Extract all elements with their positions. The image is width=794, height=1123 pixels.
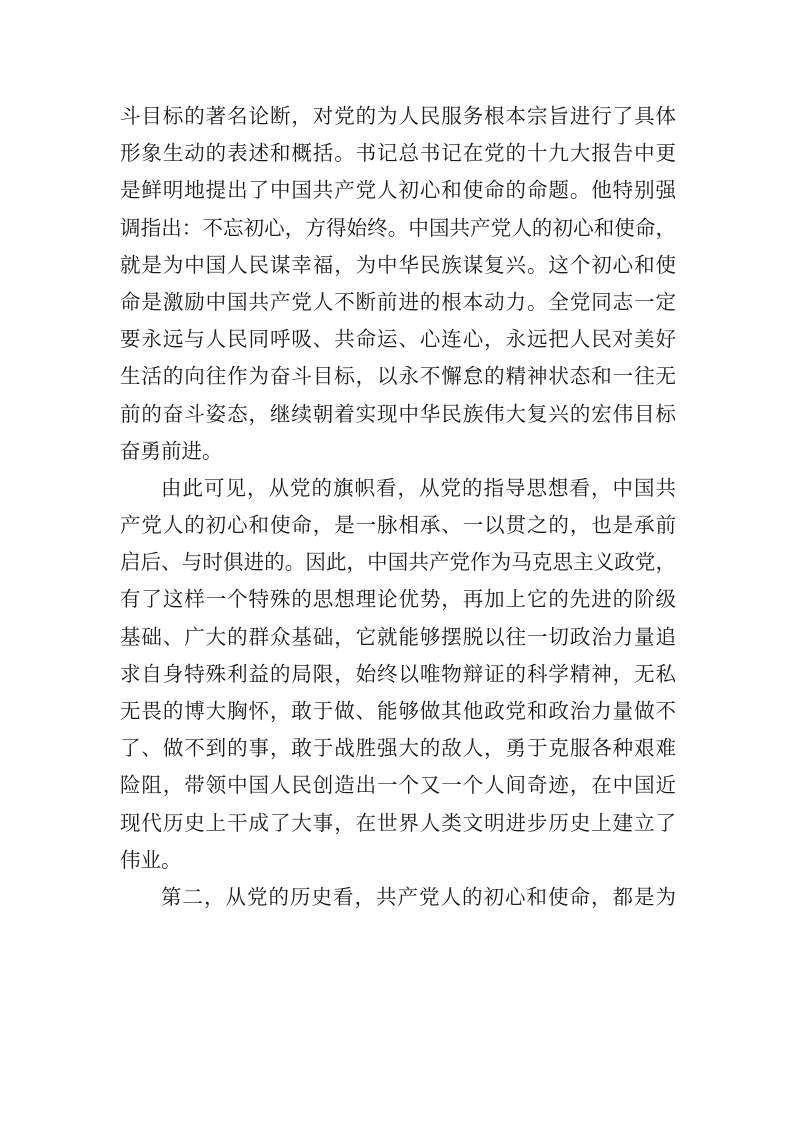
text-line: 险阻，带领中国人民创造出一个又一个人间奇迹，在中国近: [120, 773, 676, 798]
text-line: 启后、与时俱进的。因此，中国共产党作为马克思主义政党，: [120, 550, 676, 575]
text-line: 生活的向往作为奋斗目标，以永不懈怠的精神状态和一往无: [120, 364, 676, 389]
text-line: 有了这样一个特殊的思想理论优势，再加上它的先进的阶级: [120, 587, 676, 612]
text-line: 斗目标的著名论断，对党的为人民服务根本宗旨进行了具体: [120, 104, 676, 128]
text-line: 是鲜明地提出了中国共产党人初心和使命的命题。他特别强: [120, 178, 676, 203]
text-line: 基础、广大的群众基础，它就能够摆脱以往一切政治力量追: [120, 624, 676, 649]
text-line: 就是为中国人民谋幸福，为中华民族谋复兴。这个初心和使: [120, 252, 676, 277]
text-line: 前的奋斗姿态，继续朝着实现中华民族伟大复兴的宏伟目标: [120, 401, 676, 426]
text-line: 形象生动的表述和概括。书记总书记在党的十九大报告中更: [120, 141, 676, 166]
body-text: [120, 98, 676, 916]
text-line: 要永远与人民同呼吸、共命运、心连心，永远把人民对美好: [120, 327, 676, 352]
text-line: 命是激励中国共产党人不断前进的根本动力。全党同志一定: [120, 289, 676, 314]
paragraph-start-line: 由此可见，从党的旗帜看，从党的指导思想看，中国共: [161, 475, 676, 500]
text-line: 无畏的博大胸怀，敢于做、能够做其他政党和政治力量做不: [120, 699, 676, 723]
text-line: 了、做不到的事，敢于战胜强大的敌人，勇于克服各种艰难: [120, 736, 676, 761]
text-line: 现代历史上干成了大事，在世界人类文明进步历史上建立了: [120, 810, 676, 835]
text-line: 伟业。: [120, 847, 182, 872]
text-line: 产党人的初心和使命，是一脉相承、一以贯之的，也是承前: [120, 513, 676, 538]
text-line: 调指出：不忘初心，方得始终。中国共产党人的初心和使命，: [120, 215, 676, 240]
text-line: 求自身特殊利益的局限，始终以唯物辩证的科学精神，无私: [120, 661, 676, 686]
paragraph-start-line: 第二，从党的历史看，共产党人的初心和使命，都是为: [161, 884, 676, 909]
text-line: 奋勇前进。: [120, 438, 223, 463]
